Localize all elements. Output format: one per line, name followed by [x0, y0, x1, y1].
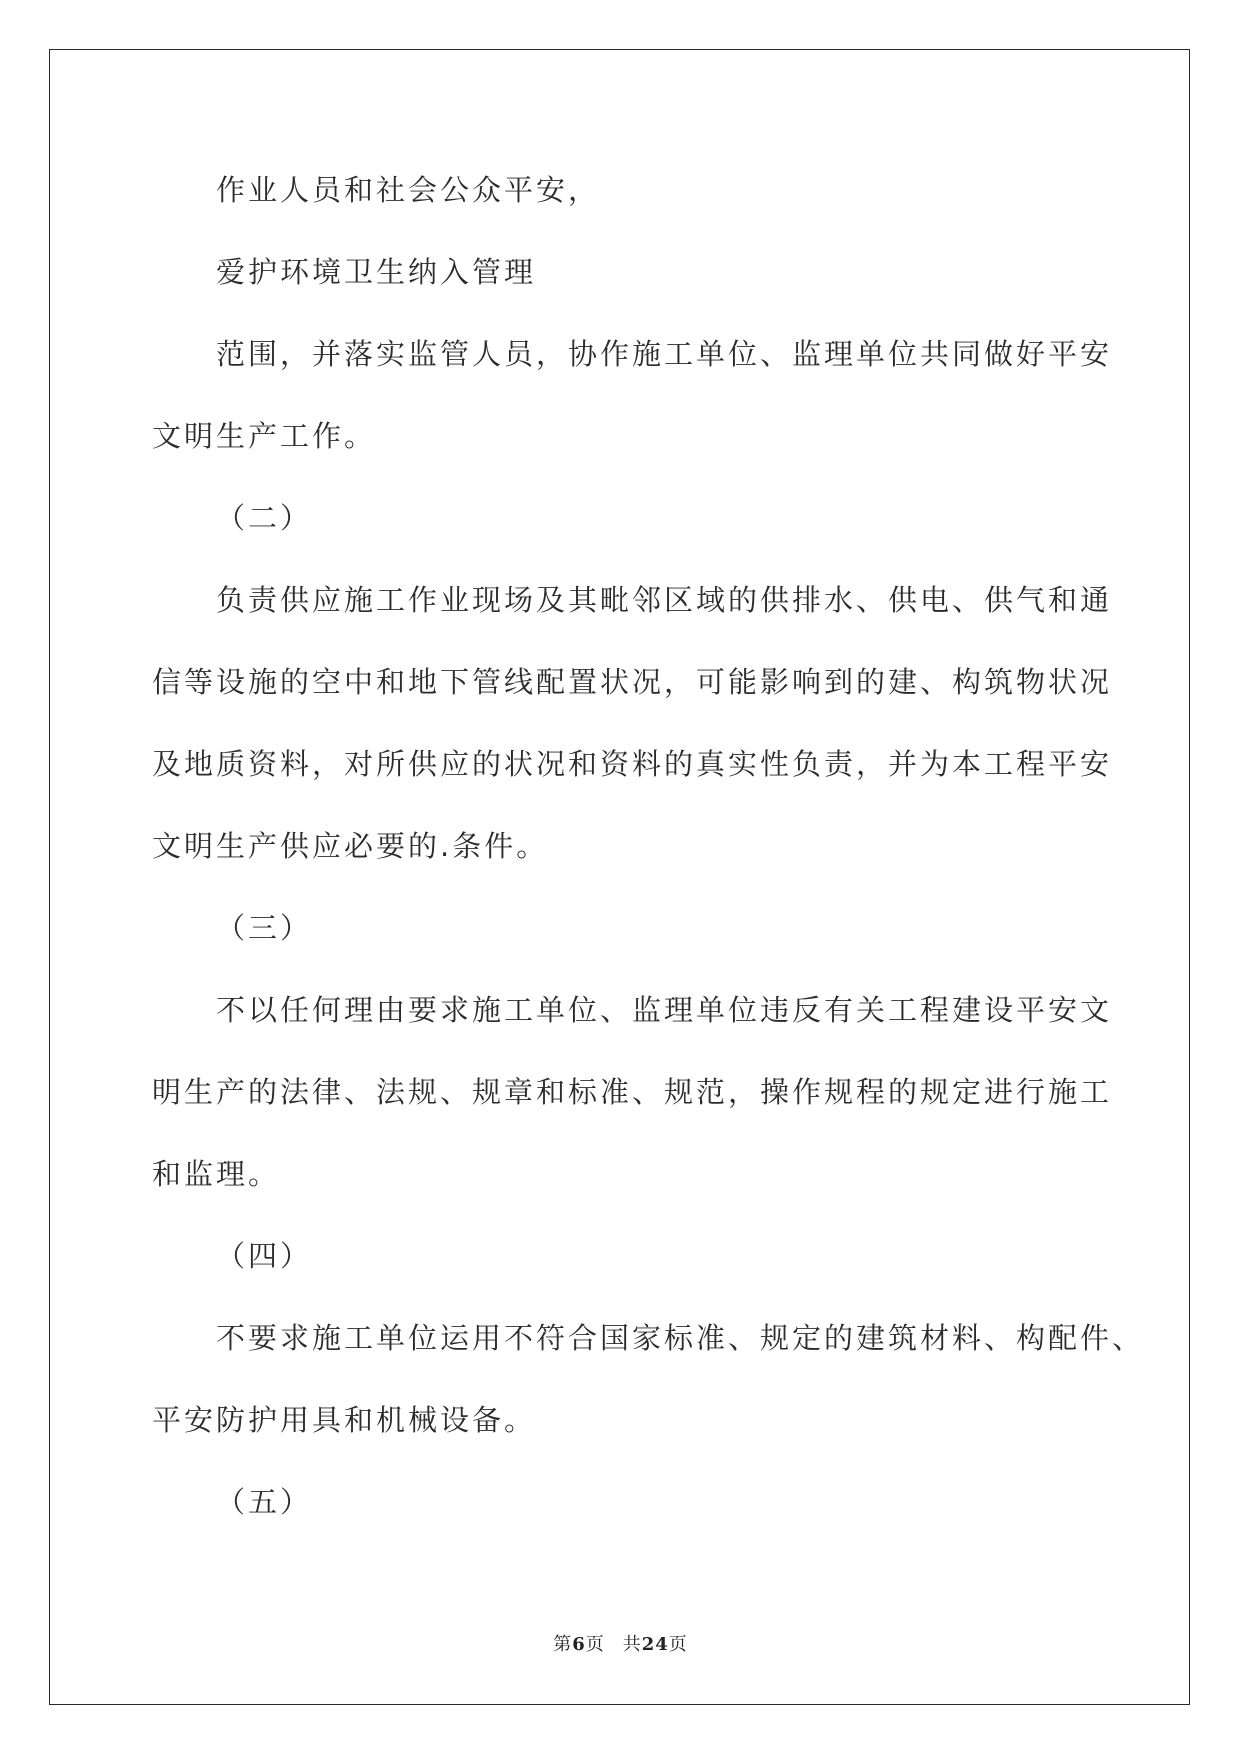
paragraph-line: 文明生产供应必要的.条件。: [152, 829, 549, 863]
paragraph-line: 爱护环境卫生纳入管理: [216, 255, 537, 289]
page-number: 6: [572, 1634, 586, 1655]
section-heading: （四）: [216, 1239, 313, 1273]
paragraph-line: 明生产的法律、法规、规章和标准、规范，操作规程的规定进行施工: [152, 1075, 1113, 1109]
paragraph-line: 平安防护用具和机械设备。: [152, 1403, 537, 1437]
paragraph-line: 及地质资料，对所供应的状况和资料的真实性负责，并为本工程平安: [152, 747, 1113, 781]
paragraph-line: 作业人员和社会公众平安，: [216, 173, 601, 207]
paragraph-line: 和监理。: [152, 1157, 281, 1191]
paragraph-line: 不以任何理由要求施工单位、监理单位违反有关工程建设平安文: [216, 993, 1113, 1027]
footer-page-suffix: 页: [585, 1634, 605, 1655]
paragraph-line: 范围，并落实监管人员，协作施工单位、监理单位共同做好平安: [216, 337, 1113, 371]
section-heading: （五）: [216, 1485, 313, 1519]
section-heading: （三）: [216, 911, 313, 945]
section-heading: （二）: [216, 501, 313, 535]
footer-total-prefix: 共: [622, 1634, 642, 1655]
paragraph-line: 文明生产工作。: [152, 419, 377, 453]
paragraph-line: 负责供应施工作业现场及其毗邻区域的供排水、供电、供气和通: [216, 583, 1113, 617]
page-footer: [0, 1630, 1241, 1656]
paragraph-line: 不要求施工单位运用不符合国家标准、规定的建筑材料、构配件、: [216, 1321, 1145, 1355]
paragraph-line: 信等设施的空中和地下管线配置状况，可能影响到的建、构筑物状况: [152, 665, 1113, 699]
footer-total-suffix: 页: [668, 1634, 688, 1655]
total-pages: 24: [641, 1634, 669, 1655]
footer-prefix: 第: [553, 1634, 573, 1655]
page-border: [49, 49, 1190, 1705]
